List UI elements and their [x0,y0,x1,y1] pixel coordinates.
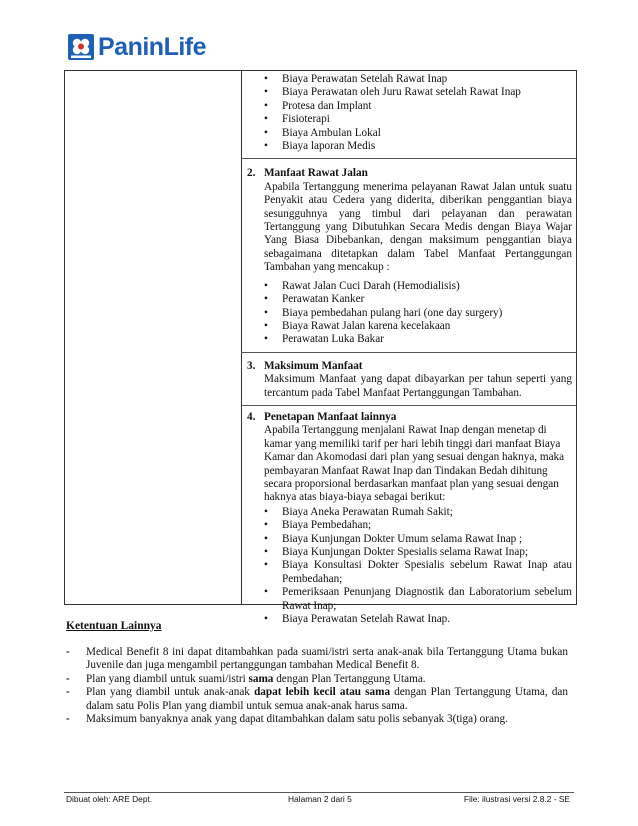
list-item [66,686,568,713]
dash-marker: - [66,672,70,685]
section-title: Manfaat Rawat Jalan [264,167,368,180]
list-item: • Perawatan Kanker [247,293,572,306]
logo-text-life: Life [163,33,207,61]
inpatient-bullet-list [247,73,572,153]
list-item: • Biaya laporan Medis [247,140,572,153]
list-item: • Biaya Konsultasi Dokter Spesialis sebelum Rawat Inap atau Pembedahan; [247,559,572,586]
note-text: dengan Plan Tertanggung Utama, dan dalam satu Polis Plan yang diambil untuk semua anak-anak harus sama. [86,686,568,712]
note-text: dengan Plan Tertanggung Utama. [273,672,426,685]
other-provisions-heading: Ketentuan Lainnya [66,620,162,632]
list-item: • Biaya pembedahan pulang hari (one day surgery) [247,307,572,320]
section-number: 2. [247,167,256,180]
row-divider [241,158,576,159]
row-divider [241,352,576,353]
list-item: • Biaya Perawatan oleh Juru Rawat setelah Rawat Inap [247,86,572,99]
list-item [66,646,568,673]
list-item: • Protesa dan Implant [247,100,572,113]
list-item: • Biaya Perawatan Setelah Rawat Inap [247,73,572,86]
benefit-details-cell [247,71,572,626]
note-text: Medical Benefit 8 ini dapat ditambahkan pada suami/istri serta anak-anak bila Tertanggung Utama bukan Juvenile dan juga mengambil pertanggungan tambahan Medical Benefit 8. [86,646,568,672]
section-maximum-benefit [247,360,572,400]
section-other-benefits [247,411,572,505]
dash-marker: - [66,713,70,726]
footer-author: Dibuat oleh: ARE Dept. [66,794,153,804]
list-item [66,673,568,686]
list-item: • Biaya Aneka Perawatan Rumah Sakit; [247,506,572,519]
dash-marker: - [66,646,70,658]
logo-text-panin: Panin [98,33,164,61]
logo-wordmark [98,34,206,60]
footer-page-number: Halaman 2 dari 5 [288,794,352,804]
row-divider [241,405,576,406]
other-provisions-list [66,646,568,726]
note-emphasis: sama [248,672,274,685]
section-body: Maksimum Manfaat yang dapat dibayarkan per tahun seperti yang tercantum pada Tabel Manfaat Pertanggungan Tambahan. [264,373,572,399]
outpatient-bullet-list [247,280,572,347]
list-item: • Perawatan Luka Bakar [247,333,572,346]
list-item: • Pemeriksaan Penunjang Diagnostik dan Laboratorium sebelum Rawat Inap; [247,586,572,613]
footer-divider [64,792,574,793]
company-logo [68,32,206,62]
dash-marker: - [66,686,70,699]
list-item: • Biaya Rawat Jalan karena kecelakaan [247,320,572,333]
list-item: • Biaya Kunjungan Dokter Spesialis selama Rawat Inap; [247,546,572,559]
section-number: 3. [247,359,256,372]
list-item: • Rawat Jalan Cuci Darah (Hemodialisis) [247,280,572,293]
note-text: Maksimum banyaknya anak yang dapat ditambahkan dalam satu polis sebanyak 3(tiga) orang. [86,713,508,726]
note-emphasis: dapat lebih kecil atau sama [254,686,391,699]
note-text: Plan yang diambil untuk suami/istri [86,672,249,685]
panin-logo-icon [68,34,94,60]
footer-file-version: File: ilustrasi versi 2.8.2 - SE [463,794,570,804]
column-divider [241,71,242,604]
note-text: Plan yang diambil untuk anak-anak [86,686,255,699]
list-item: • Biaya Pembedahan; [247,519,572,532]
list-item: • Biaya Kunjungan Dokter Umum selama Rawat Inap ; [247,533,572,546]
section-body: Apabila Tertanggung menjalani Rawat Inap dengan menetap di kamar yang memiliki tarif per hari lebih tinggi dari manfaat Biaya Kamar dan Akomodasi dari plan yang sesuai dengan haknya, maka pembayaran Manfaat Rawat Inap dan Tindakan Bedah dihitung secara proporsional berdasarkan manfaat plan yang sesuai dengan haknya atas biaya-biaya sebagai berikut: [264,424,565,504]
list-item: • Biaya Perawatan Setelah Rawat Inap. [247,613,572,626]
list-item: • Biaya Ambulan Lokal [247,127,572,140]
list-item [66,713,568,726]
list-item: • Fisioterapi [247,113,572,126]
section-body: Apabila Tertanggung menerima pelayanan Rawat Jalan untuk suatu Penyakit atau Cedera yang diderita, diberikan penggantian biaya sesungguhnya yang timbul dari pelayanan dan perawatan Tertanggung yang Dibutuhkan Secara Medis dengan Biaya Wajar Yang Biasa Dibebankan, dengan maksimum penggantian biaya sebagaimana ditetapkan dalam Tabel Manfaat Pertanggungan Tambahan yang mencakup : [264,180,572,274]
section-number: 4. [247,410,256,423]
section-outpatient [247,167,572,274]
section-title: Penetapan Manfaat lainnya [264,410,397,423]
section-title: Maksimum Manfaat [264,359,363,372]
proportional-bullet-list [247,506,572,627]
